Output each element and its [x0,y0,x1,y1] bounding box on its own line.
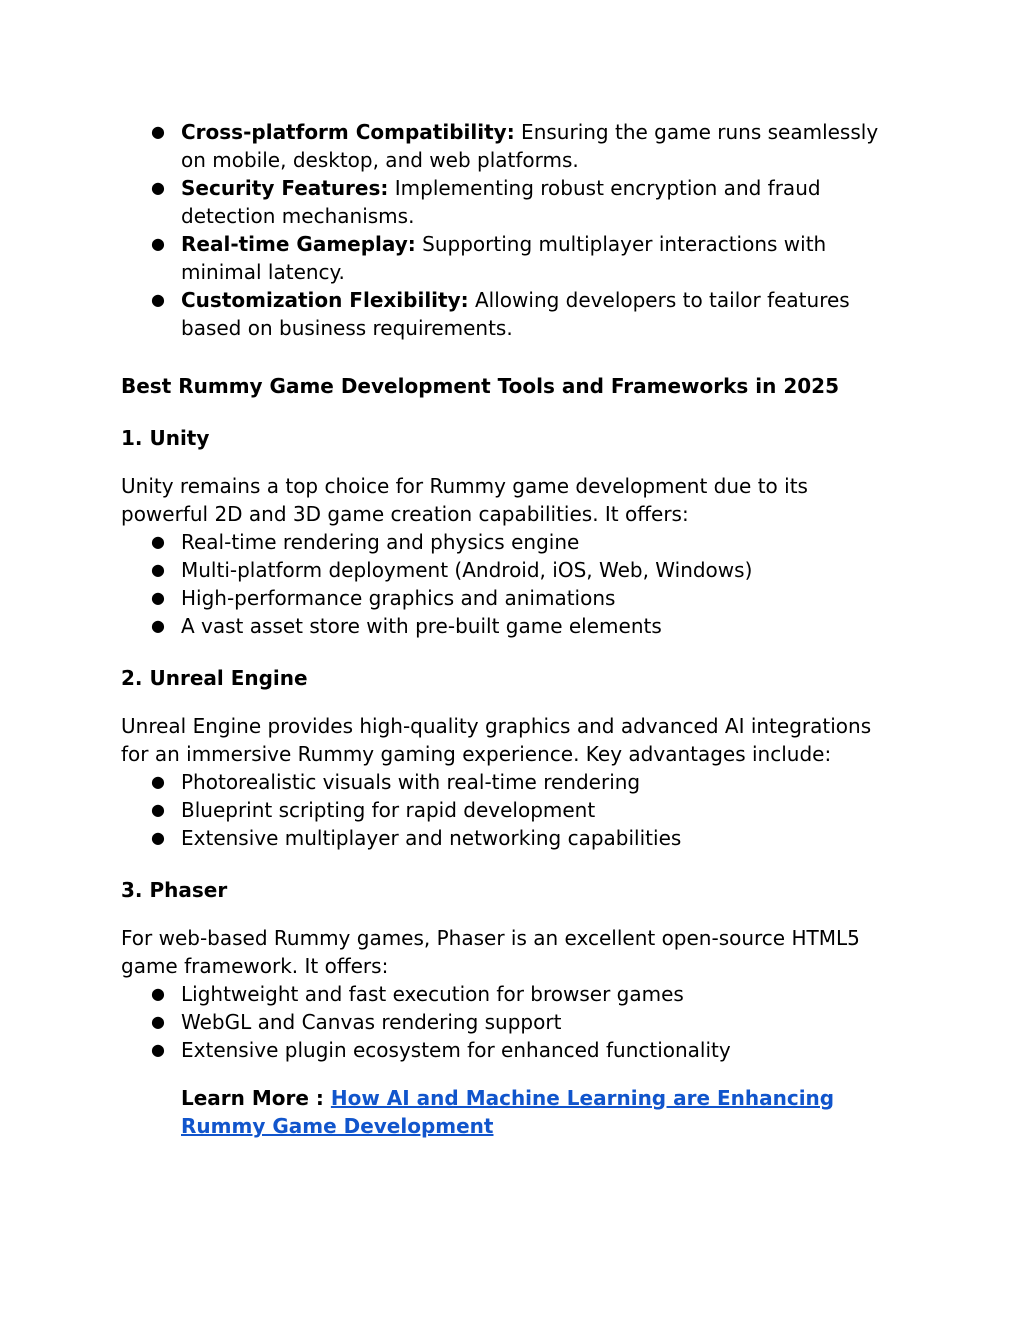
unity-list [121,528,891,640]
list-item [121,174,891,230]
unity-heading: 1. Unity [121,426,210,450]
phaser-heading: 3. Phaser [121,878,228,902]
list-item [121,1008,891,1036]
list-item [121,1036,891,1064]
bullet-icon: ● [151,532,165,551]
learn-more-link[interactable]: How AI and Machine Learning are Enhancing Rummy Game Development [181,1086,835,1138]
feature-title: Cross-platform Compatibility: [181,120,515,144]
bullet-icon: ● [151,800,165,819]
bullet-icon: ● [151,828,165,847]
feature-list [121,118,891,342]
list-item-text: WebGL and Canvas rendering support [181,1010,562,1034]
bullet-icon: ● [151,772,165,791]
feature-text: Implementing robust encryption and fraud detection mechanisms. [181,176,821,228]
phaser-list [121,980,891,1064]
list-item-text: Extensive plugin ecosystem for enhanced functionality [181,1038,731,1062]
list-item [121,768,891,796]
bullet-icon: ● [151,984,165,1003]
bullet-icon: ● [151,1040,165,1059]
list-item [121,980,891,1008]
list-item-text: High-performance graphics and animations [181,586,616,610]
list-item-text: Blueprint scripting for rapid development [181,798,596,822]
section-title: Best Rummy Game Development Tools and Frameworks in 2025 [121,374,839,398]
bullet-icon: ● [151,178,165,197]
list-item [121,612,891,640]
bullet-icon: ● [151,1012,165,1031]
feature-text: Supporting multiplayer interactions with minimal latency. [181,232,827,284]
list-item-text: Extensive multiplayer and networking capabilities [181,826,682,850]
unreal-list [121,768,891,852]
bullet-icon: ● [151,560,165,579]
feature-text: Allowing developers to tailor features based on business requirements. [181,288,850,340]
list-item [121,230,891,286]
document-page [121,118,891,1140]
list-item [121,528,891,556]
list-item-text: Real-time rendering and physics engine [181,530,580,554]
bullet-icon: ● [151,290,165,309]
list-item [121,796,891,824]
list-item [121,824,891,852]
bullet-icon: ● [151,616,165,635]
unreal-heading: 2. Unreal Engine [121,666,308,690]
feature-text: Ensuring the game runs seamlessly on mobile, desktop, and web platforms. [181,120,879,172]
bullet-icon: ● [151,122,165,141]
learn-more [121,1084,891,1140]
list-item [121,556,891,584]
list-item-text: Photorealistic visuals with real-time rendering [181,770,641,794]
list-item-text: Multi-platform deployment (Android, iOS, Web, Windows) [181,558,753,582]
feature-title: Customization Flexibility: [181,288,469,312]
unreal-intro: Unreal Engine provides high-quality graphics and advanced AI integrations for an immersive Rummy gaming experience. Key advantages include: [121,714,872,766]
feature-title: Security Features: [181,176,389,200]
bullet-icon: ● [151,588,165,607]
unity-intro: Unity remains a top choice for Rummy game development due to its powerful 2D and 3D game creation capabilities. It offers: [121,474,808,526]
list-item-text: Lightweight and fast execution for browser games [181,982,684,1006]
learn-more-label: Learn More : [181,1086,331,1110]
phaser-intro: For web-based Rummy games, Phaser is an excellent open-source HTML5 game framework. It offers: [121,926,860,978]
list-item [121,584,891,612]
bullet-icon: ● [151,234,165,253]
list-item-text: A vast asset store with pre-built game elements [181,614,662,638]
list-item [121,286,891,342]
feature-title: Real-time Gameplay: [181,232,416,256]
list-item [121,118,891,174]
